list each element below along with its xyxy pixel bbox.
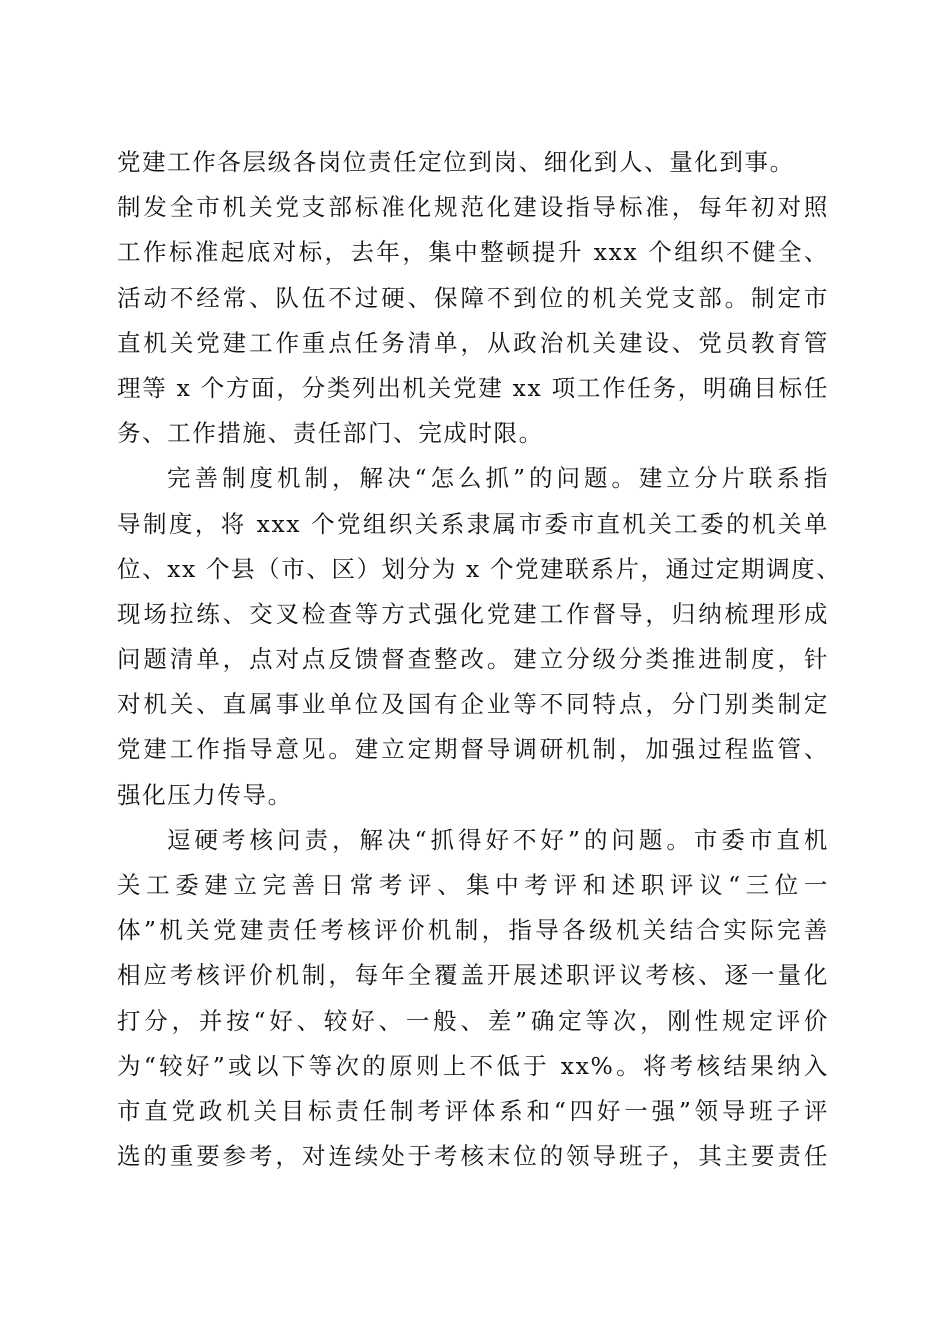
- text-line: 党建工作指导意见。建立定期督导调研机制，加强过程监管、: [117, 735, 829, 764]
- text-line: 直机关党建工作重点任务清单，从政治机关建设、党员教育管: [117, 328, 829, 357]
- text-line: 活动不经常、队伍不过硬、保障不到位的机关党支部。制定市: [117, 283, 829, 312]
- paragraph-start-line: 完善制度机制，解决“怎么抓”的问题。建立分片联系指: [167, 464, 829, 493]
- text-line: 相应考核评价机制，每年全覆盖开展述职评议考核、逐一量化: [117, 961, 829, 990]
- text-line: 导制度，将 xxx 个党组织关系隶属市委市直机关工委的机关单: [117, 509, 829, 538]
- text-line: 打分，并按“好、较好、一般、差”确定等次，刚性规定评价: [117, 1006, 829, 1035]
- text-line: 问题清单，点对点反馈督查整改。建立分级分类推进制度，针: [117, 645, 829, 674]
- text-line: 为“较好”或以下等次的原则上不低于 xx%。将考核结果纳入: [117, 1051, 829, 1080]
- text-line: 党建工作各层级各岗位责任定位到岗、细化到人、量化到事。: [117, 148, 795, 176]
- text-line: 制发全市机关党支部标准化规范化建设指导标准，每年初对照: [117, 193, 829, 222]
- text-line: 对机关、直属事业单位及国有企业等不同特点，分门别类制定: [117, 690, 829, 719]
- text-line: 市直党政机关目标责任制考评体系和“四好一强”领导班子评: [117, 1096, 829, 1125]
- text-line: 现场拉练、交叉检查等方式强化党建工作督导，归纳梳理形成: [117, 599, 829, 628]
- text-line: 位、xx 个县（市、区）划分为 x 个党建联系片，通过定期调度、: [117, 554, 842, 583]
- text-line: 关工委建立完善日常考评、集中考评和述职评议“三位一: [117, 871, 829, 899]
- text-line: 选的重要参考，对连续处于考核末位的领导班子，其主要责任: [117, 1142, 829, 1171]
- text-line: 理等 x 个方面，分类列出机关党建 xx 项工作任务，明确目标任: [117, 373, 829, 402]
- text-line: 体”机关党建责任考核评价机制，指导各级机关结合实际完善: [117, 916, 829, 945]
- text-line: 强化压力传导。: [117, 780, 293, 809]
- body-text: [117, 140, 842, 1179]
- text-line: 务、工作措施、责任部门、完成时限。: [117, 419, 544, 448]
- text-line: 工作标准起底对标，去年，集中整顿提升 xxx 个组织不健全、: [117, 238, 829, 267]
- paragraph-start-line: 逗硬考核问责，解决“抓得好不好”的问题。市委市直机: [167, 825, 829, 854]
